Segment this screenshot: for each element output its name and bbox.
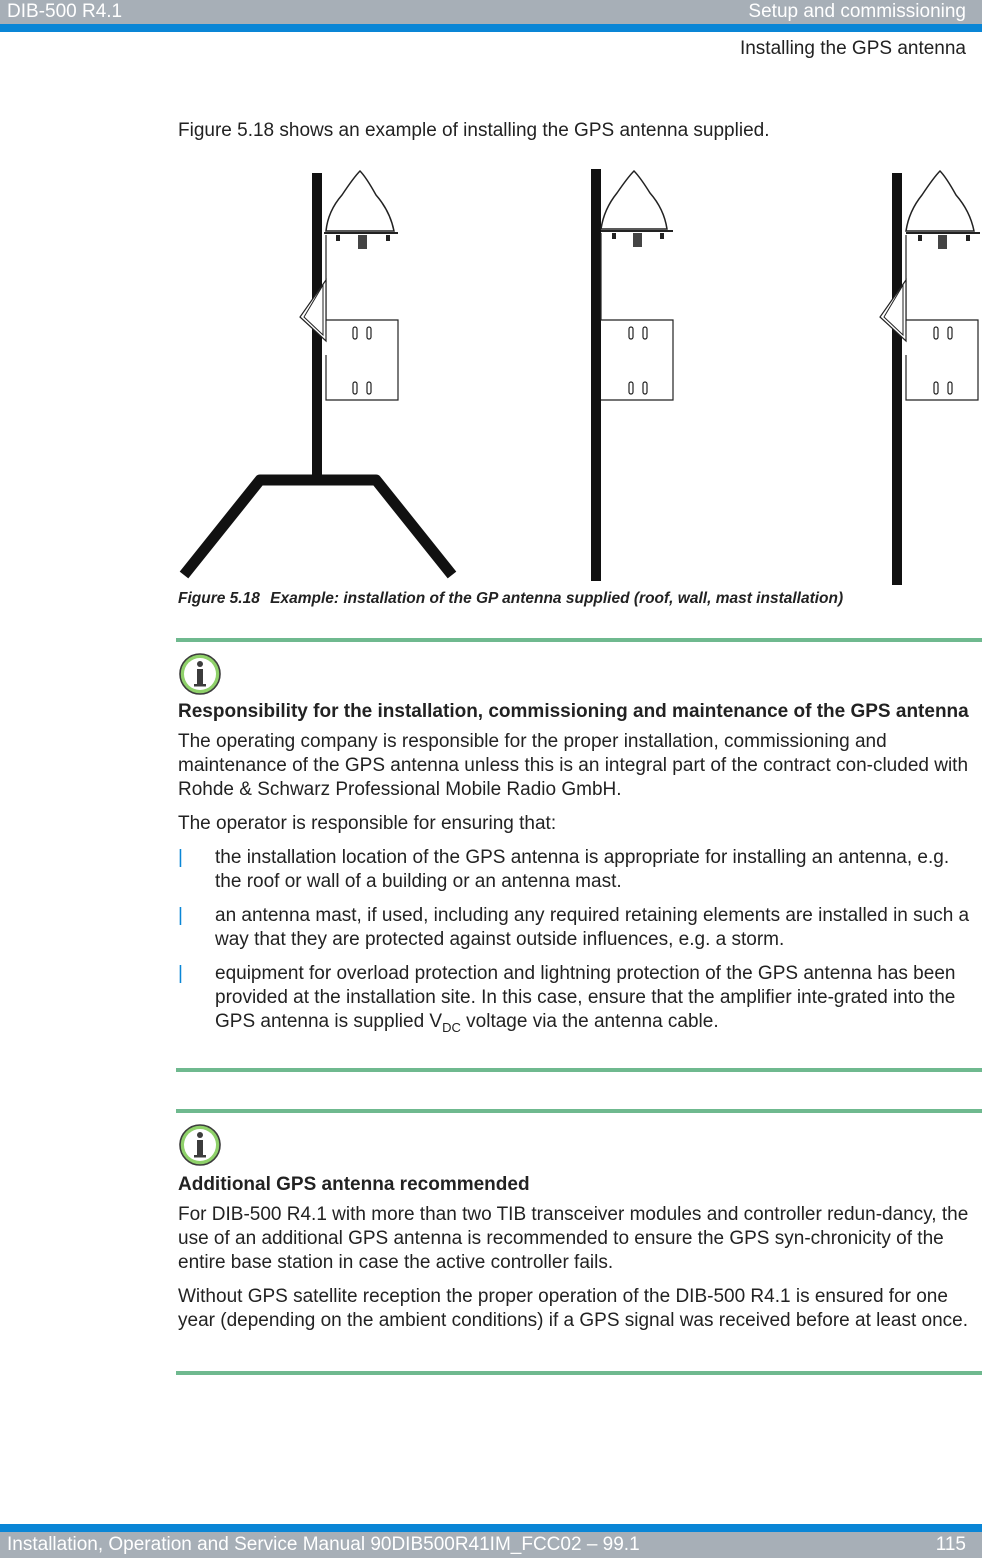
- roof-installation-drawing: [184, 171, 452, 575]
- note-body: [178, 1173, 980, 1343]
- figure-caption: [178, 590, 843, 608]
- intro-text: Figure 5.18 shows an example of installing the GPS antenna supplied.: [178, 120, 770, 141]
- bullet-mark: |: [178, 963, 183, 984]
- note-top-rule: [176, 1109, 982, 1113]
- bullet-mark: |: [178, 847, 183, 868]
- note-top-rule: [176, 638, 982, 642]
- page-number: 115: [935, 1534, 966, 1555]
- header-accent-line: [0, 24, 982, 32]
- bullet-mark: |: [178, 905, 183, 926]
- chapter-title: Setup and commissioning: [748, 1, 966, 22]
- note-title: Responsibility for the installation, commissioning and maintenance of the GPS antenna: [178, 701, 969, 722]
- info-note-responsibility: [176, 638, 982, 1074]
- section-title: Installing the GPS antenna: [739, 38, 966, 59]
- doc-title: DIB-500 R4.1: [7, 1, 123, 22]
- list-item: [178, 846, 980, 894]
- list-item-text: an antenna mast, if used, including any required retaining elements are installed in such a way that they are protected against outside influences, e.g. a storm.: [215, 905, 970, 950]
- mast-installation-drawing: [880, 171, 980, 585]
- figure-number: Figure 5.18: [178, 590, 260, 607]
- footer-accent-line: [0, 1524, 982, 1532]
- note-bottom-rule: [176, 1371, 982, 1375]
- note-body: [178, 700, 980, 1044]
- note-paragraph: Without GPS satellite reception the proper operation of the DIB-500 R4.1 is ensured for one year (depending on the ambient conditions) if a GPS signal was received before at least once.: [178, 1286, 969, 1331]
- requirements-list: [178, 846, 980, 1034]
- info-icon: [178, 1123, 222, 1167]
- info-icon: [178, 652, 222, 696]
- note-paragraph: The operator is responsible for ensuring that:: [178, 813, 557, 834]
- list-item-text: voltage via the antenna cable.: [460, 1011, 719, 1032]
- list-item: [178, 962, 980, 1034]
- gps-antenna-icon: [324, 171, 398, 249]
- note-bottom-rule: [176, 1068, 982, 1072]
- gps-antenna-icon: [906, 171, 980, 249]
- list-item-text: equipment for overload protection and lightning protection of the GPS antenna has been provided at the installation site. In this case, ensure that the amplifier inte-grated into the GPS antenna is supplied V: [215, 963, 956, 1032]
- figure-caption-text: Example: installation of the GP antenna supplied (roof, wall, mast installation): [270, 590, 844, 607]
- info-note-additional-antenna: [176, 1109, 982, 1379]
- note-paragraph: For DIB-500 R4.1 with more than two TIB transceiver modules and controller redun-dancy, the use of an additional GPS antenna is recommended to ensure the GPS syn-chronicity of the entire base station in case the active controller fails.: [178, 1204, 969, 1273]
- list-item: [178, 904, 980, 952]
- note-paragraph: The operating company is responsible for the proper installation, commissioning and maintenance of the GPS antenna unless this is an integral part of the contract con-cluded with Rohde & Schwarz Professional Mobile Radio GmbH.: [178, 731, 969, 800]
- manual-reference: Installation, Operation and Service Manual 90DIB500R41IM_FCC02 – 99.1: [7, 1534, 640, 1555]
- list-item-text: the installation location of the GPS antenna is appropriate for installing an antenna, e.g. the roof or wall of a building or an antenna mast.: [215, 847, 950, 892]
- installation-figure: [176, 165, 982, 590]
- gps-antenna-icon: [601, 171, 673, 247]
- wall-installation-drawing: [591, 169, 673, 581]
- note-title: Additional GPS antenna recommended: [178, 1174, 530, 1195]
- subscript-dc: DC: [442, 1019, 461, 1035]
